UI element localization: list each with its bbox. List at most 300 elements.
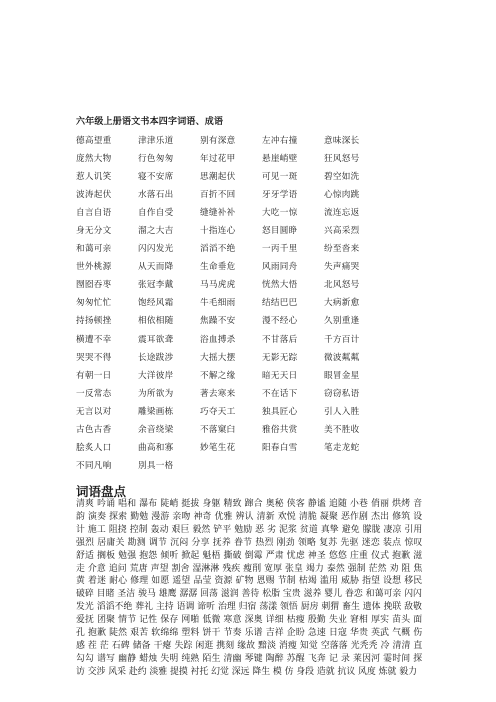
vocab-word: 分享: [191, 537, 210, 548]
phrase-grid: [76, 131, 376, 474]
vocab-word: 圣洁: [117, 589, 136, 600]
vocab-word: 毅力: [399, 666, 417, 677]
vocab-word: 仪式: [371, 550, 390, 561]
vocab-word: 语调: [176, 602, 195, 613]
vocab-word: 泥浆: [279, 524, 297, 535]
vocab-word: 茫然: [368, 563, 387, 574]
vocab-word: 破碎: [76, 589, 94, 600]
vocab-word: 交涉: [87, 666, 106, 677]
vocab-word: 演奏: [88, 511, 107, 522]
vocab-word: 窘相: [350, 615, 369, 626]
vocab-word: 光秃秃: [350, 640, 378, 651]
phrase-cell: 无影无踪: [262, 352, 298, 363]
phrase-cell: 一丙千里: [262, 244, 298, 255]
phrase-cell: 眼冒金星: [324, 370, 360, 381]
phrase-cell: 庞然大物: [76, 154, 112, 165]
vocab-word: 荡漾: [259, 602, 278, 613]
phrase-cell: 滔滔不绝: [200, 244, 236, 255]
phrase-cell: 雕梁画栋: [138, 406, 174, 417]
phrase-cell: 自言自语: [76, 208, 112, 219]
phrase-cell: 微波粼粼: [324, 352, 360, 363]
vocab-word: 清爽: [76, 499, 95, 509]
vocab-word: 失踪: [174, 640, 193, 651]
vocab-word: 毅然: [192, 524, 211, 535]
phrase-cell: 为所欲为: [138, 388, 174, 399]
vocabulary-list: [76, 498, 422, 679]
vocab-word: 模: [272, 666, 282, 677]
phrase-cell: 缝缝补补: [200, 208, 236, 219]
vocab-word: 移民: [404, 576, 423, 587]
vocab-word: 闲逛: [195, 640, 214, 651]
vocab-word: 空落落: [320, 640, 348, 651]
phrase-cell: 不落窠臼: [200, 424, 236, 435]
phrase-cell: 张冠李戴: [138, 280, 174, 291]
vocab-word: 修理: [130, 576, 149, 587]
vocab-word: 塑料: [181, 628, 200, 639]
phrase-cell: 惹人讥笑: [76, 172, 112, 183]
vocab-word: 漫游: [151, 511, 170, 522]
vocab-word: 倒霉: [244, 550, 263, 561]
phrase-cell: 阳春白雪: [262, 442, 298, 453]
vocab-word: 爱抚: [76, 615, 95, 626]
vocab-word: 石碑: [111, 640, 130, 651]
vocab-word: 急速: [307, 628, 326, 639]
vocab-word: 仿: [284, 666, 294, 677]
vocab-word: 先驱: [340, 537, 359, 548]
phrase-cell: 从天而降: [138, 262, 174, 273]
phrase-cell: 风雨同舟: [262, 262, 298, 273]
phrase-cell: 波涛起伏: [76, 190, 112, 201]
phrase-cell: 千方百计: [324, 334, 360, 345]
vocab-word: 主持: [155, 602, 174, 613]
vocab-word: 深奥: [244, 615, 263, 626]
vocab-word: 荒唐: [129, 563, 148, 574]
vocab-word: 气概: [392, 628, 411, 639]
phrase-cell: 怒目圆睁: [262, 226, 298, 237]
vocab-word: 苏醒: [286, 653, 305, 664]
vocab-word: 张皇: [285, 563, 304, 574]
vocab-word: 瘦削: [243, 563, 262, 574]
vocab-word: 沉闷: [170, 537, 189, 548]
vocab-word: 炼就: [378, 666, 397, 677]
vocab-word: 烘烤: [392, 499, 411, 509]
vocab-word: 英武: [371, 628, 390, 639]
vocab-word: 录: [340, 653, 351, 664]
vocab-word: 枯竭: [298, 576, 317, 587]
vocab-word: 搁板: [97, 550, 116, 561]
vocab-word: 复苏: [319, 537, 338, 548]
vocab-word: 劣: [267, 524, 277, 535]
vocab-word: 松脂: [262, 589, 281, 600]
vocab-word: 控制: [129, 524, 148, 535]
vocab-word: 铲平: [213, 524, 232, 535]
phrase-cell: 著去寒来: [200, 388, 236, 399]
vocab-word: 抚养: [212, 537, 231, 548]
vocab-word: 陡峭: [160, 499, 179, 509]
vocab-word: 介意: [87, 563, 106, 574]
vocab-word: 奥秘: [265, 499, 284, 509]
vocab-word: 俏丽: [371, 499, 390, 509]
vocab-word: 赴约: [128, 666, 147, 677]
vocab-word: 蜡烛: [139, 653, 158, 664]
vocab-word: 滥用: [319, 576, 338, 587]
vocab-word: 遥望: [172, 576, 191, 587]
vocab-word: 归宿: [238, 602, 257, 613]
vocab-word: 朦胧: [362, 524, 381, 535]
phrase-cell: 无言以对: [76, 406, 112, 417]
vocab-word: 黯淡: [258, 640, 277, 651]
vocab-word: 华贵: [350, 628, 369, 639]
vocab-word: 情节: [118, 615, 137, 626]
phrase-cell: 牙牙学语: [262, 190, 298, 201]
phrase-cell: 美不胜收: [324, 424, 360, 435]
phrase-row: [76, 384, 376, 402]
vocab-word: 神圣: [307, 550, 326, 561]
vocab-word: 真挚: [320, 524, 339, 535]
vocab-word: 目睹: [96, 589, 115, 600]
vocab-word: 着迷: [88, 576, 107, 587]
phrase-row: [76, 203, 376, 221]
vocab-word: 挽联: [383, 602, 402, 613]
vocab-word: 声望: [150, 563, 169, 574]
vocab-word: 治理: [217, 602, 236, 613]
vocab-word: 抗议: [337, 666, 356, 677]
vocab-word: 霎时间: [383, 653, 411, 664]
vocab-word: 储备: [132, 640, 151, 651]
phrase-cell: 心惊肉跳: [324, 190, 360, 201]
vocab-word: 团聚: [97, 615, 116, 626]
vocab-word: 干瘪: [153, 640, 172, 651]
vocab-word: 遗体: [362, 602, 381, 613]
vocab-word: 降生: [252, 666, 271, 677]
phrase-cell: 別具一格: [138, 460, 174, 471]
phrase-cell: 有朝一日: [76, 370, 112, 381]
vocab-word: 清新: [256, 511, 275, 522]
phrase-row: [76, 330, 376, 348]
vocab-word: 谱写: [97, 653, 116, 664]
phrase-cell: 不解之缘: [200, 370, 236, 381]
vocab-word: 宽厚: [264, 563, 283, 574]
vocab-word: 骏马: [138, 589, 156, 600]
phrase-cell: 津津乐道: [138, 136, 174, 147]
vocab-word: 调节: [148, 537, 168, 548]
vocab-word: 劝: [389, 563, 399, 574]
vocab-word: 静谧: [307, 499, 326, 509]
vocab-word: 清清: [392, 640, 411, 651]
vocab-word: 悠悠: [328, 550, 348, 561]
vocab-word: 滋养: [303, 589, 322, 600]
vocab-word: 舒适: [76, 550, 95, 561]
vocab-word: 竭力: [305, 563, 324, 574]
vocab-word: 勉强: [118, 550, 137, 561]
vocab-word: 强制: [347, 563, 366, 574]
vocab-word: 追问: [108, 563, 127, 574]
phrase-cell: 匆匆忙忙: [76, 298, 112, 309]
phrase-cell: 失声痛哭: [324, 262, 360, 273]
phrase-cell: 浴血搏杀: [200, 334, 236, 345]
vocab-word: 设想: [383, 576, 402, 587]
vocab-word: 幻觉: [211, 666, 229, 677]
vocab-word: 勤勉: [130, 511, 149, 522]
phrase-row: [76, 149, 376, 167]
phrase-row: [76, 131, 376, 149]
vocab-word: 畜生: [342, 602, 360, 613]
vocab-word: 音韵: [76, 499, 423, 522]
vocab-word: 身段: [296, 666, 315, 677]
vocab-word: 居庸关: [97, 537, 125, 548]
phrase-cell: 大病新愈: [324, 298, 360, 309]
phrase-row: [76, 257, 376, 275]
vocab-word: 凄凉: [383, 524, 402, 535]
phrase-cell: 震耳欲聋: [138, 334, 174, 345]
vocab-word: 饼干: [202, 628, 221, 639]
vocab-word: 瀑布: [139, 499, 158, 509]
vocab-word: 泰然: [326, 563, 345, 574]
vocab-word: 记: [328, 653, 338, 664]
phrase-cell: 百折不回: [200, 190, 236, 201]
phrase-cell: 相依相随: [138, 316, 174, 327]
vocab-word: 庄重: [350, 550, 369, 561]
phrase-cell: 大洋彼岸: [138, 370, 174, 381]
vocab-word: 闪闪发光: [76, 589, 422, 613]
vocab-word: 魁梧: [202, 550, 221, 561]
vocab-word: 欢悦: [277, 511, 296, 522]
vocab-word: 陡然: [109, 628, 128, 639]
vocab-word: 回荡: [200, 589, 218, 600]
vocab-word: 残疾: [222, 563, 241, 574]
vocab-word: 潺潺: [179, 589, 198, 600]
phrase-cell: 纷至沓来: [324, 244, 360, 255]
vocab-word: 婴儿: [324, 589, 343, 600]
phrase-cell: 溜之大吉: [138, 226, 174, 237]
phrase-cell: 恍然大悟: [262, 280, 298, 291]
vocab-word: 失业: [328, 615, 348, 626]
document-title: 六年级上册语文书本四字词语、成语: [76, 117, 224, 127]
phrase-cell: 结结巴巴: [262, 298, 298, 309]
vocab-word: 阻挠: [108, 524, 127, 535]
phrase-cell: 大吃一惊: [262, 208, 298, 219]
vocab-word: 谛听: [197, 602, 216, 613]
phrase-row: [76, 348, 376, 366]
vocab-word: 装点: [383, 537, 402, 548]
phrase-cell: 囫囵吞枣: [76, 280, 112, 291]
phrase-row: [76, 221, 376, 239]
vocab-word: 衬托: [190, 666, 209, 677]
vocab-word: 指望: [362, 576, 381, 587]
vocab-word: 滋润: [220, 589, 239, 600]
vocab-word: 恶: [255, 524, 265, 535]
vocab-word: 伤感: [76, 628, 423, 651]
vocab-word: 抱怨: [139, 550, 158, 561]
vocab-word: 琴键: [244, 653, 263, 664]
vocab-word: 节奏: [223, 628, 242, 639]
vocab-word: 善待: [241, 589, 260, 600]
phrase-cell: 世外桃源: [76, 262, 112, 273]
phrase-cell: 古色古香: [76, 424, 112, 435]
phrase-row: [76, 366, 376, 384]
vocab-word: 品莹: [193, 576, 212, 587]
vocab-word: 引用: [404, 524, 423, 535]
vocab-word: 滔滔不绝: [96, 602, 133, 613]
vocab-word: 深远: [231, 666, 250, 677]
vocab-word: 保存: [160, 615, 179, 626]
vocab-word: 眷恋: [344, 589, 363, 600]
phrase-cell: 兴高采烈: [324, 226, 360, 237]
vocab-word: 刺猬: [321, 602, 340, 613]
phrase-cell: 思潮起伏: [200, 172, 236, 183]
vocab-word: 苗头: [392, 615, 411, 626]
phrase-cell: 马马虎虎: [200, 280, 236, 291]
phrase-cell: 左冲右撞: [262, 136, 298, 147]
phrase-cell: 妙笔生花: [200, 442, 236, 453]
vocab-word: 雄鹰: [158, 589, 177, 600]
vocab-word: 殷勤: [307, 615, 326, 626]
phrase-cell: 窃窃私语: [324, 388, 360, 399]
phrase-cell: 不在话下: [262, 388, 298, 399]
phrase-cell: 漫不经心: [262, 316, 298, 327]
vocab-word: 幽静: [118, 653, 137, 664]
vocab-word: 探访: [76, 653, 423, 677]
vocab-word: 抱歉: [392, 550, 411, 561]
phrase-row: [76, 293, 376, 311]
phrase-cell: 不甘落后: [262, 334, 298, 345]
vocab-word: 领悟: [280, 602, 298, 613]
vocab-word: 提摸: [170, 666, 188, 677]
phrase-cell: 饱经风霜: [138, 298, 174, 309]
phrase-cell: 久别重逢: [324, 316, 360, 327]
phrase-cell: 行色匆匆: [138, 154, 174, 165]
vocab-word: 阻: [401, 563, 411, 574]
phrase-cell: 脍炙人口: [76, 442, 112, 453]
phrase-cell: 暗无天日: [262, 370, 298, 381]
vocab-word: 凝聚: [319, 511, 338, 522]
phrase-cell: 焦躁不安: [200, 316, 236, 327]
vocab-word: 优雅: [214, 511, 233, 522]
phrase-cell: 长途跋涉: [138, 352, 174, 363]
vocab-word: 造就: [316, 666, 335, 677]
phrase-row: [76, 402, 376, 420]
vocab-word: 敌敬: [404, 602, 422, 613]
vocab-word: 蹿合: [244, 499, 263, 509]
vocab-word: 冷: [380, 640, 390, 651]
vocab-word: 热烈: [255, 537, 274, 548]
vocab-word: 焦黄: [76, 563, 423, 587]
phrase-cell: 一反常态: [76, 388, 112, 399]
vocab-word: 直勾勾: [76, 640, 423, 664]
phrase-cell: 哭哭不得: [76, 352, 112, 363]
vocab-word: 厚实: [371, 615, 390, 626]
vocab-word: 和蔼可亲: [365, 589, 402, 600]
phrase-cell: 别有深意: [200, 136, 236, 147]
vocab-word: 倾听: [160, 550, 179, 561]
vocab-word: 陶醉: [265, 653, 284, 664]
vocab-word: 吟诵: [97, 499, 116, 509]
phrase-row: [76, 420, 376, 438]
vocab-word: 厨房: [300, 602, 319, 613]
phrase-cell: 狂风怒号: [324, 154, 360, 165]
vocab-word: 枯瘦: [286, 615, 305, 626]
phrase-cell: 和蔼可亲: [76, 244, 112, 255]
vocab-word: 陌生: [202, 653, 221, 664]
vocab-word: 详细: [265, 615, 284, 626]
phrase-cell: 余音绕梁: [138, 424, 174, 435]
vocab-word: 面孔: [76, 615, 423, 639]
vocab-word: 乐谱: [244, 628, 263, 639]
phrase-row: [76, 275, 376, 293]
vocab-word: 惊叹: [404, 537, 423, 548]
phrase-cell: 引人入胜: [324, 406, 360, 417]
phrase-cell: 自作自受: [138, 208, 174, 219]
vocab-word: 飞奔: [307, 653, 326, 664]
vocab-word: 侠客: [286, 499, 305, 509]
vocab-word: 节制: [277, 576, 296, 587]
phrase-cell: 大摇大摆: [200, 352, 236, 363]
vocab-word: 眷节: [234, 537, 253, 548]
phrase-cell: 北风怒号: [324, 280, 360, 291]
vocab-word: 威胁: [340, 576, 360, 587]
phrase-cell: 十指连心: [200, 226, 236, 237]
phrase-cell: 不同凡响: [76, 460, 112, 471]
phrase-cell: 碧空如洗: [324, 172, 360, 183]
vocab-word: 纯熟: [181, 653, 200, 664]
phrase-cell: 可见一斑: [262, 172, 298, 183]
vocab-word: 风采: [108, 666, 127, 677]
vocab-word: 掀起: [181, 550, 200, 561]
vocab-word: 风度: [358, 666, 376, 677]
vocab-word: 恩赐: [256, 576, 275, 587]
phrase-cell: 寝不安席: [138, 172, 174, 183]
vocab-word: 忧虑: [286, 550, 305, 561]
phrase-row: [76, 311, 376, 329]
phrase-cell: 流连忘返: [324, 208, 360, 219]
vocab-word: 缘故: [237, 640, 256, 651]
phrase-cell: 年过花甲: [200, 154, 236, 165]
vocab-word: 挺拔: [181, 499, 200, 509]
vocab-word: 低微: [202, 615, 221, 626]
section-heading: 词语盘点: [76, 484, 127, 499]
vocab-word: 吉祥: [265, 628, 284, 639]
vocab-word: 宝贵: [282, 589, 301, 600]
phrase-cell: 意味深长: [324, 136, 360, 147]
vocab-word: 探索: [109, 511, 128, 522]
phrase-row: [76, 239, 376, 257]
vocab-word: 刚劲: [276, 537, 295, 548]
phrase-cell: 闪闪发光: [138, 244, 174, 255]
vocab-word: 茫: [99, 640, 109, 651]
vocab-word: 清脆: [298, 511, 317, 522]
vocab-word: 勘测: [127, 537, 146, 548]
vocab-word: 小巷: [350, 499, 369, 509]
vocab-word: 割舍: [171, 563, 190, 574]
vocab-word: 日寇: [328, 628, 348, 639]
vocab-word: 神奇: [193, 511, 212, 522]
phrase-cell: 德高望重: [76, 136, 112, 147]
phrase-cell: 牛毛细雨: [200, 298, 236, 309]
phrase-row: [76, 456, 376, 474]
vocab-word: 滋走: [76, 550, 423, 574]
vocab-word: 耐心: [109, 576, 128, 587]
vocab-word: 杰出: [371, 511, 390, 522]
vocab-word: 撕破: [223, 550, 242, 561]
phrase-row: [76, 185, 376, 203]
vocab-word: 淡雅: [149, 666, 168, 677]
phrase-cell: 持扬顿挫: [76, 316, 112, 327]
vocab-word: 严肃: [265, 550, 284, 561]
vocab-word: 艰巨: [171, 524, 190, 535]
vocab-word: 领略: [297, 537, 317, 548]
phrase-cell: 生命垂危: [200, 262, 236, 273]
phrase-cell: 独具匠心: [262, 406, 298, 417]
